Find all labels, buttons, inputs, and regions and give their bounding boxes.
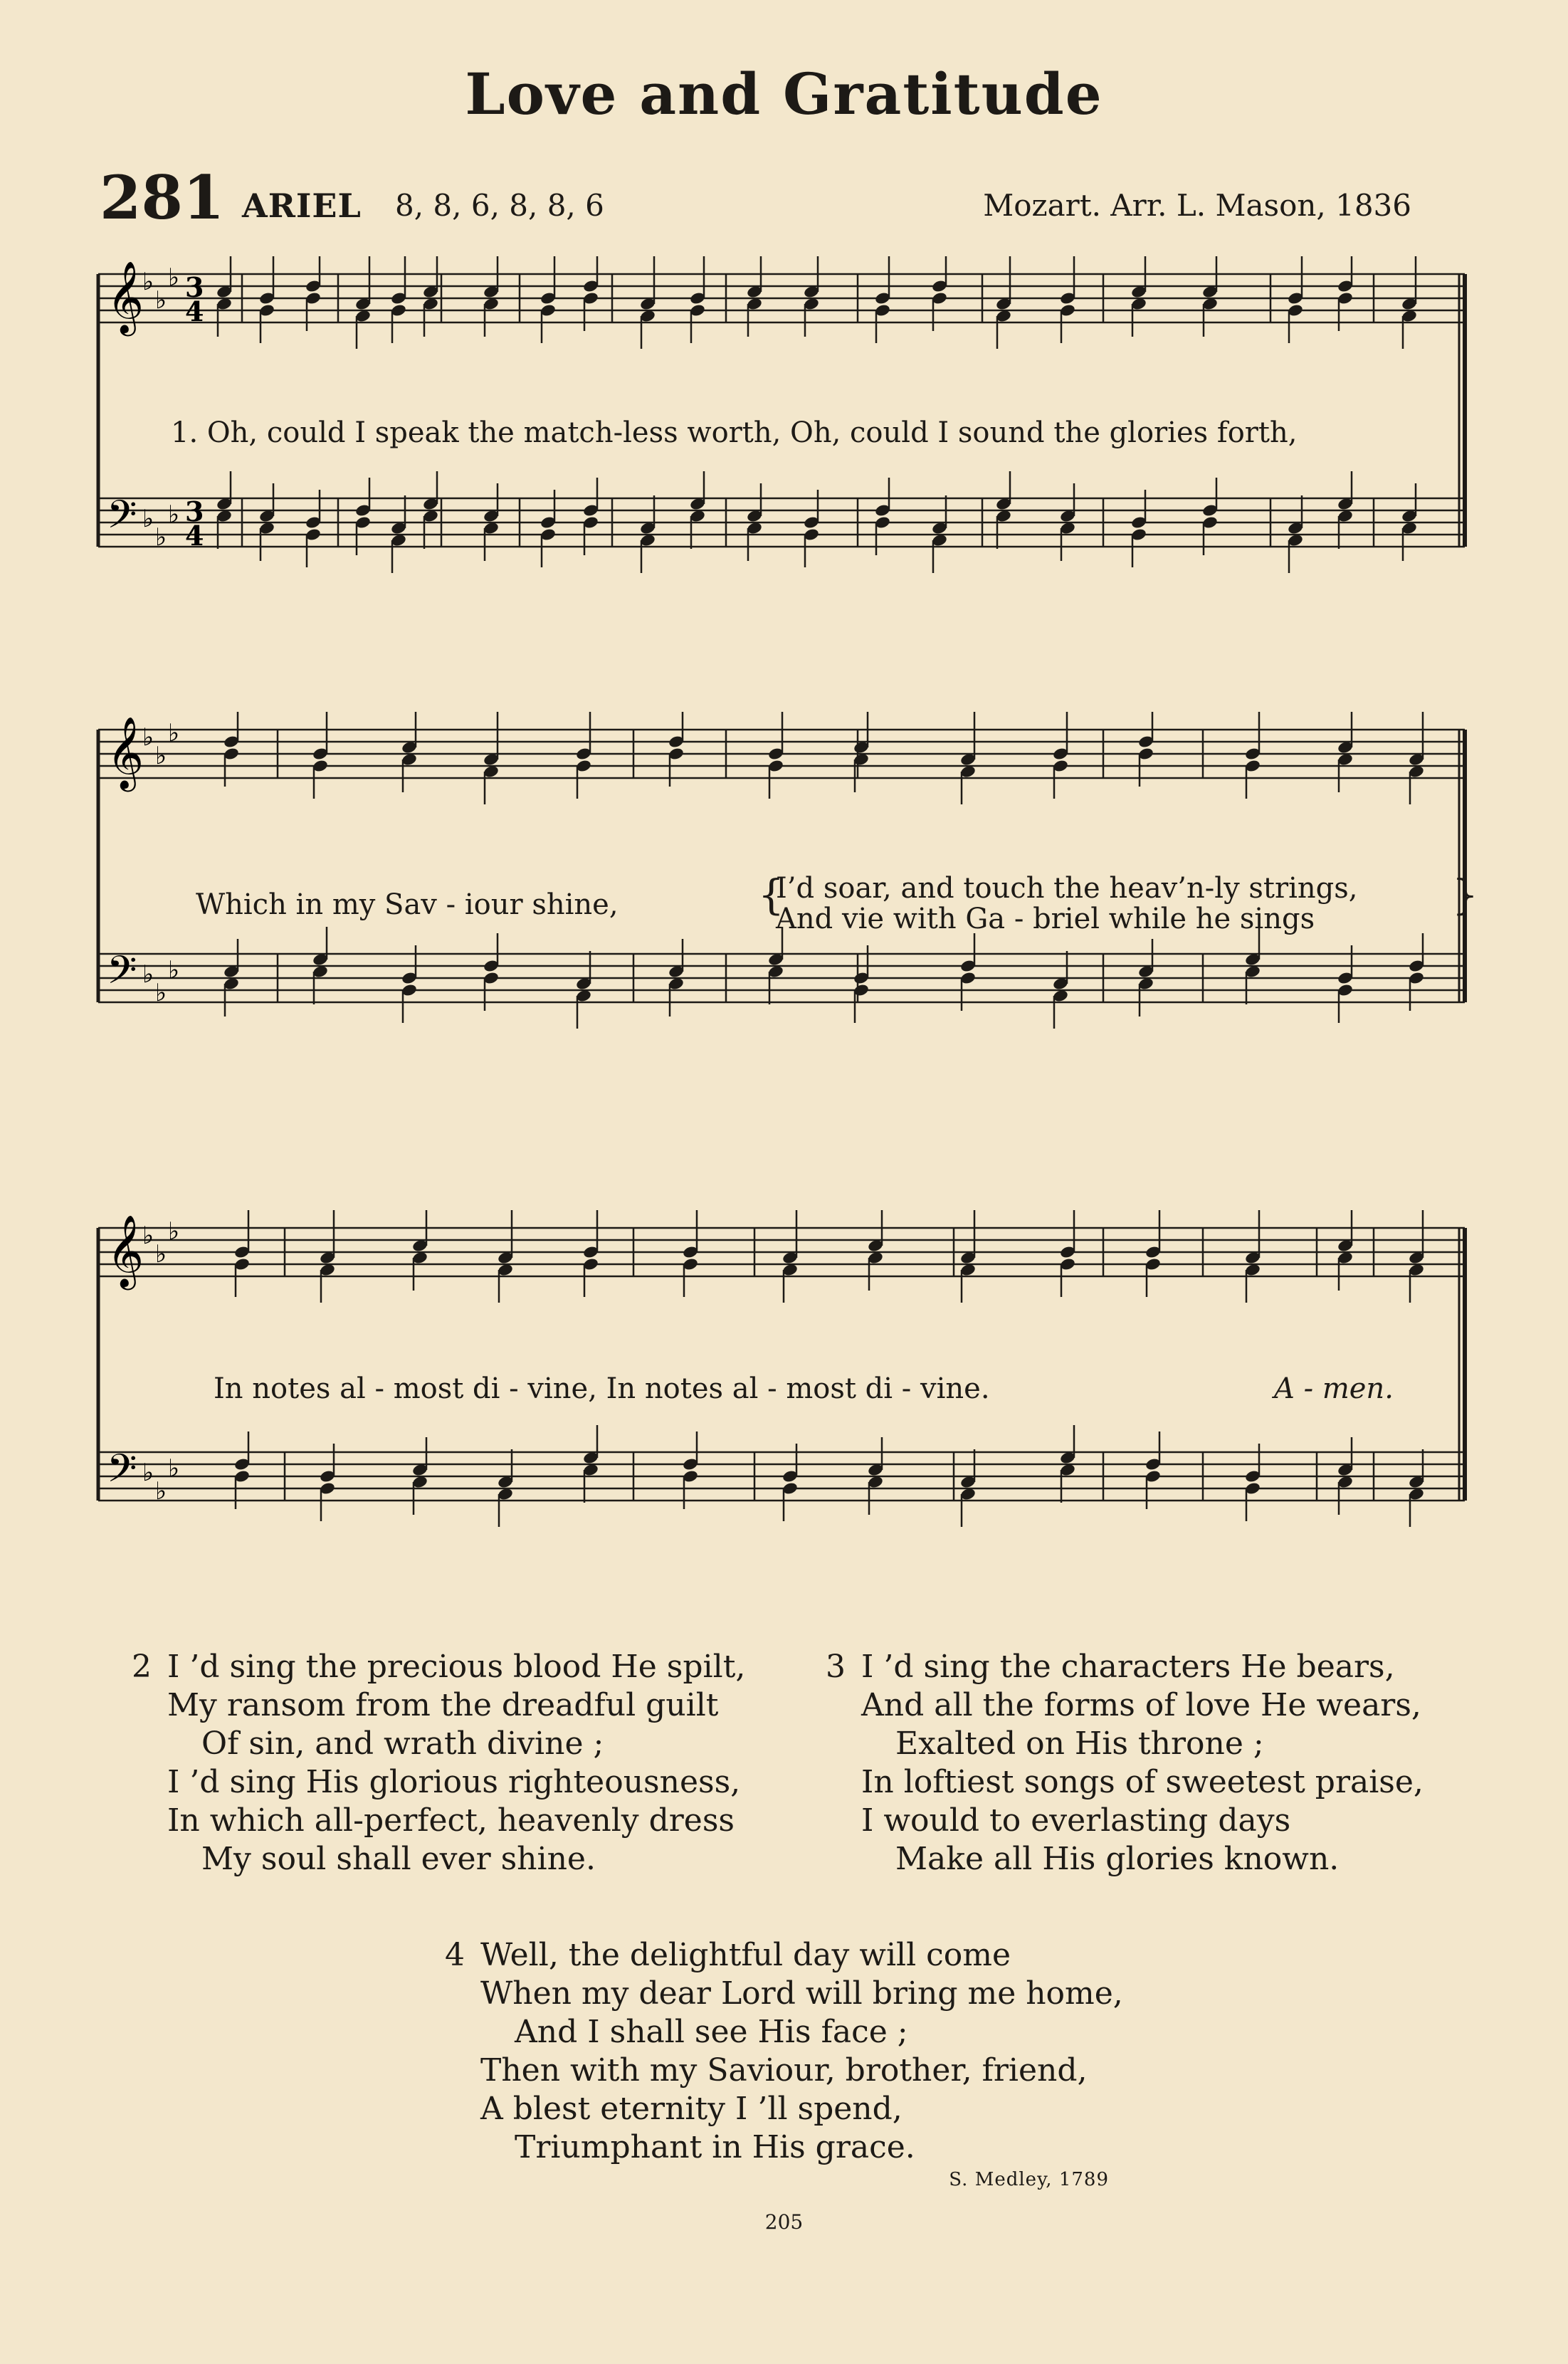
flat-icon: ♭ xyxy=(155,979,167,1007)
stanza-line: I ’d sing the precious blood He spilt, xyxy=(167,1649,746,1685)
amen-lyric: A - men. xyxy=(1274,1372,1394,1405)
flat-icon: ♭ xyxy=(142,1222,154,1250)
stanza-line: Well, the delightful day will come xyxy=(480,1937,1011,1973)
chord-note xyxy=(497,1210,514,1527)
stanza-line: When my dear Lord will bring me home, xyxy=(480,1975,1123,2012)
lyric-line-1: 1. Oh, could I speak the match-less worth, Oh, could I sound the glories forth, xyxy=(171,416,1298,449)
stanza-line: In which all-perfect, heavenly dress xyxy=(167,1802,735,1839)
chord-note xyxy=(1201,256,1219,555)
stanza-line: I ’d sing His glorious righteousness, xyxy=(167,1764,741,1800)
page-number: 205 xyxy=(764,2210,804,2234)
treble-clef-icon: 𝄞 xyxy=(107,260,144,333)
flat-icon: ♭ xyxy=(155,1477,167,1506)
chord-note xyxy=(575,712,592,1029)
chord-note xyxy=(767,712,784,1004)
flat-icon: ♭ xyxy=(155,523,167,552)
chord-note xyxy=(1059,256,1076,561)
chord-note xyxy=(1052,712,1069,1029)
tune-name: ARIEL xyxy=(242,187,362,225)
chord-note xyxy=(319,1210,336,1521)
chord-note xyxy=(668,712,685,1016)
time-signature-digit: 3 xyxy=(185,271,204,303)
flat-icon: ♭ xyxy=(168,500,180,529)
music-system-1 xyxy=(93,256,1470,626)
flat-icon: ♭ xyxy=(142,505,154,533)
flat-icon: ♭ xyxy=(155,286,167,315)
stanza-line: I would to everlasting days xyxy=(861,1802,1291,1839)
grand-staff-3 xyxy=(93,1210,1470,1609)
chord-note xyxy=(354,256,372,555)
chord-note xyxy=(483,256,500,561)
music-system-2 xyxy=(93,712,1478,1110)
flat-icon: ♭ xyxy=(168,1217,180,1246)
stanza-4 xyxy=(445,1936,1123,2167)
stanza-line: My soul shall ever shine. xyxy=(201,1841,596,1877)
chord-note xyxy=(1337,1210,1354,1515)
chord-note xyxy=(1130,256,1147,567)
stanza-line: I ’d sing the characters He bears, xyxy=(861,1649,1395,1685)
chord-note xyxy=(853,712,870,1023)
treble-staff xyxy=(98,274,1465,322)
stanza-line: Triumphant in His grace. xyxy=(515,2129,915,2165)
chord-note xyxy=(390,256,407,573)
stanza-line: Exalted on His throne ; xyxy=(895,1725,1264,1762)
chord-note xyxy=(639,256,656,573)
chord-note xyxy=(689,256,706,549)
chord-note xyxy=(1337,712,1354,1023)
chord-note xyxy=(411,1210,428,1515)
chord-note xyxy=(995,256,1012,549)
chord-note xyxy=(401,712,418,1023)
flat-icon: ♭ xyxy=(142,1459,154,1487)
chord-note xyxy=(931,256,948,573)
stanza-3 xyxy=(826,1648,1424,1879)
stanza-line: In loftiest songs of sweetest praise, xyxy=(861,1764,1424,1800)
lyric-line-2-lead: Which in my Sav - iour shine, xyxy=(196,888,619,921)
stanza-2-number: 2 xyxy=(132,1649,152,1685)
stanza-line: And all the forms of love He wears, xyxy=(861,1687,1421,1723)
stanza-line: My ransom from the dreadful guilt xyxy=(167,1687,719,1723)
flat-icon: ♭ xyxy=(168,956,180,984)
chord-note xyxy=(1137,712,1154,1016)
stanza-line: And I shall see His face ; xyxy=(515,2014,908,2050)
chord-note xyxy=(1408,1210,1425,1527)
chord-note xyxy=(582,1210,599,1503)
chord-note xyxy=(1244,712,1261,1004)
flat-icon: ♭ xyxy=(142,268,154,296)
treble-clef-icon: 𝄞 xyxy=(107,715,144,789)
chord-note xyxy=(233,1210,251,1509)
composer-credit: Mozart. Arr. L. Mason, 1836 xyxy=(983,188,1411,223)
lyric-line-3: In notes al - most di - vine, In notes al - most di - vine. xyxy=(214,1372,990,1405)
bass-clef-icon: 𝄢 xyxy=(107,947,137,1002)
chord-note xyxy=(540,256,557,567)
flat-icon: ♭ xyxy=(155,742,167,770)
chord-note xyxy=(682,1210,699,1509)
bass-clef-icon: 𝄢 xyxy=(107,1446,137,1501)
flat-icon: ♭ xyxy=(168,263,180,292)
treble-clef-icon: 𝄞 xyxy=(107,1214,144,1287)
chord-note xyxy=(746,256,763,561)
chord-note xyxy=(959,712,977,1011)
music-system-3 xyxy=(93,1210,1470,1609)
chord-note xyxy=(803,256,820,567)
time-signature-digit: 4 xyxy=(185,295,204,327)
chord-note xyxy=(483,712,500,1011)
chord-note xyxy=(1145,1210,1162,1509)
stanza-2 xyxy=(132,1648,745,1879)
chord-note xyxy=(1401,256,1418,561)
stanza-line: Of sin, and wrath divine ; xyxy=(201,1725,604,1762)
stanza-3-number: 3 xyxy=(826,1649,846,1685)
text-author: S. Medley, 1789 xyxy=(949,2169,1109,2190)
stanza-line: Then with my Saviour, brother, friend, xyxy=(480,2052,1088,2089)
chord-note xyxy=(782,1210,799,1521)
chord-note xyxy=(258,256,275,561)
time-signature-digit: 3 xyxy=(185,495,204,527)
lyric-line-2b: And vie with Ga - briel while he sings xyxy=(776,903,1315,935)
verse-brace-right: } xyxy=(1452,871,1478,919)
chord-note xyxy=(305,256,322,567)
flat-icon: ♭ xyxy=(168,719,180,747)
flat-icon: ♭ xyxy=(142,960,154,989)
stanza-4-number: 4 xyxy=(445,1937,465,1973)
chord-note xyxy=(1287,256,1304,573)
lyric-line-2a: I’d soar, and touch the heav’n-ly strings, xyxy=(776,872,1358,905)
flat-icon: ♭ xyxy=(142,723,154,752)
flat-icon: ♭ xyxy=(168,1454,180,1483)
chord-note xyxy=(874,256,891,555)
chord-note xyxy=(1059,1210,1076,1503)
chord-note xyxy=(867,1210,884,1515)
chord-note xyxy=(312,712,329,1004)
time-signature-digit: 4 xyxy=(185,520,204,552)
bass-staff xyxy=(98,498,1465,547)
chord-note xyxy=(422,256,439,549)
chord-note xyxy=(1337,256,1354,549)
meter: 8, 8, 6, 8, 8, 6 xyxy=(395,188,604,223)
flat-icon: ♭ xyxy=(155,1240,167,1268)
stanza-line: A blest eternity I ’ll spend, xyxy=(480,2091,903,2127)
bass-clef-icon: 𝄢 xyxy=(107,492,137,547)
verse-brace-left: { xyxy=(758,871,784,919)
chord-note xyxy=(959,1210,977,1527)
chord-note xyxy=(1244,1210,1261,1521)
chord-note xyxy=(223,712,240,1016)
stanza-line: Make all His glories known. xyxy=(895,1841,1340,1877)
hymn-number: 281 xyxy=(100,162,225,233)
chord-note xyxy=(582,256,599,555)
chord-note xyxy=(216,256,233,549)
section-title: Love and Gratitude xyxy=(465,61,1103,127)
chord-note xyxy=(1408,712,1425,1011)
